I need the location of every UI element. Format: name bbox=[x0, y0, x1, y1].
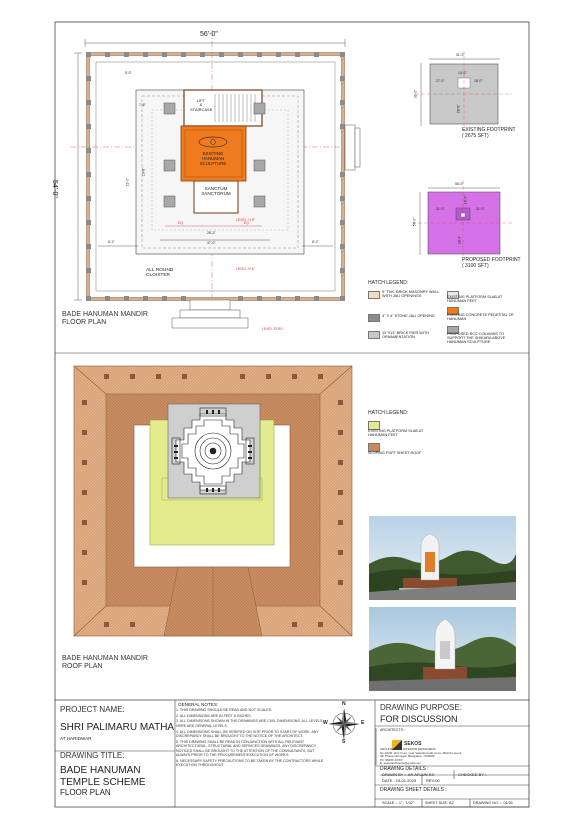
dim-inner-width: 28'-3" bbox=[207, 231, 216, 235]
drawing-date: DATE : 15-01-2025 bbox=[382, 778, 417, 783]
drawing-details-label: DRAWING DETAILS : bbox=[380, 766, 429, 772]
level-zero-label: LEVEL ZERO bbox=[262, 327, 283, 331]
plan-width-dimension: 56'-0" bbox=[200, 31, 218, 38]
legend-swatch-brick-wall bbox=[368, 291, 380, 299]
proposed-center-dim: 16'-2" bbox=[463, 195, 468, 205]
dim-small: 7'-6" bbox=[139, 103, 146, 107]
note-item: 3. ALL DIMENSIONS SHOWN IN THE DRAWINGS ARE CIVIL DIMENSIONS. ALL LEVELS HERE ARE GENERAL LEVELS. bbox=[176, 719, 323, 728]
drawing-scale: SCALE :- 1" : 1/32" bbox=[382, 801, 415, 805]
firm-address: ARCHITECTS & INTERIOR DESIGNERS No.22/46, 2nd cross, near Vasudevmalli cross, MHCS Layout, 4th Phase,Girinagar, Bangalore - 560085 Ph: 98456 XXXX E: sekosarchitects@gmail.com bbox=[380, 747, 463, 766]
legend-text-puff-roof: SLOPING PUFF SHEET ROOF bbox=[368, 451, 422, 455]
checked-by: CHECKED BY :- bbox=[458, 772, 488, 777]
proposed-top-dim: 56'-0" bbox=[455, 182, 464, 186]
existing-width-1: 27'-0" bbox=[436, 79, 445, 83]
existing-sculpture-label: EXISTING HANUMAN SCULPTURE bbox=[199, 151, 227, 166]
architects-label: ARCHITECTS : bbox=[380, 728, 405, 732]
plan-height-dimension: 54'-0" bbox=[51, 180, 58, 198]
legend-text-roof-platform: EXISTING PLATFORM SLAB AT HANUMAN FEET bbox=[368, 429, 424, 438]
legend-text-platform-slab: EXISTING PLATFORM SLAB AT HANUMAN FEET bbox=[447, 295, 503, 304]
existing-top-dim: 31'-3" bbox=[456, 53, 465, 57]
dim-right-side: 8'-2" bbox=[312, 240, 319, 244]
drawing-purpose: FOR DISCUSSION bbox=[380, 714, 458, 724]
drawing-purpose-label: DRAWING PURPOSE: bbox=[380, 703, 462, 712]
compass-icon bbox=[328, 708, 360, 740]
project-name-label: PROJECT NAME: bbox=[60, 705, 125, 714]
sheet-size: SHEET SIZE: A2 bbox=[425, 801, 454, 805]
general-notes-label: GENERAL NOTES: bbox=[178, 702, 219, 707]
eq-label-right: EQ bbox=[244, 221, 249, 225]
compass-w: W bbox=[323, 720, 328, 726]
note-item: 6. NECESSARY SAFETY PRECAUTIONS TO BE TAKEN BY THE CONTRACTORS WHILE EXECUTION THROUGHOUT bbox=[176, 758, 324, 768]
temple-render-photo-2 bbox=[369, 607, 516, 691]
floor-plan bbox=[70, 30, 360, 328]
legend-text-stone-jali: 4" X 4" STONE JALI OPENING bbox=[382, 314, 435, 318]
dim-top-gap: 5'-0" bbox=[125, 71, 132, 75]
compass-e: E bbox=[361, 720, 365, 726]
drawing-title: BADE HANUMAN TEMPLE SCHEME FLOOR PLAN bbox=[60, 765, 146, 797]
legend-text-rcc-columns: PROPOSED RCC COLUMNS TO SUPPORT THE SHIKARA ABOVE HANUMAN SCULPTURE bbox=[447, 332, 506, 345]
note-item: 4. ALL DIMENSIONS SHALL BE VERIFIED ON SITE PRIOR TO START OF WORK. ANY DISCREPANCY SHALL BE BROUGHT TO THE NOTICE OF THE ARCHITECT. bbox=[176, 729, 319, 738]
note-item: 2. ALL DIMENSIONS ARE IN FEET & INCHES. bbox=[176, 713, 252, 718]
temple-render-photo-1 bbox=[369, 516, 516, 600]
proposed-footprint-diagram bbox=[412, 180, 512, 262]
proposed-bottom-dim: 28'-3" bbox=[457, 235, 462, 245]
dim-outer-width: 37'-0" bbox=[207, 241, 216, 245]
existing-bottom-dim: 28'-9" bbox=[456, 104, 461, 114]
drawn-by: DRAWN BY :- AR ARJUN KS bbox=[382, 772, 435, 777]
project-location: AT HARIDWAR bbox=[60, 736, 92, 741]
hatch-legend-2-title: HATCH LEGEND: bbox=[368, 410, 409, 416]
compass-n: N bbox=[342, 701, 346, 707]
roof-plan-title: BADE HANUMAN MANDIR ROOF PLAN bbox=[62, 655, 148, 670]
legend-swatch-stone-jali bbox=[368, 314, 380, 322]
dim-left-height: 22'-0" bbox=[125, 177, 130, 187]
proposed-width-2: 21'-0" bbox=[476, 207, 485, 211]
firm-name: SEKOS bbox=[404, 741, 422, 747]
drawing-title-label: DRAWING TITLE: bbox=[60, 751, 125, 760]
floor-plan-title: BADE HANUMAN MANDIR FLOOR PLAN bbox=[62, 311, 148, 326]
drawing-rev: REV:00 bbox=[426, 778, 440, 783]
legend-text-brick-wall: 9" THK. BRICK MASONRY WALL WITH JALI OPENINGS bbox=[382, 290, 439, 299]
note-item: 1. THIS DRAWING SHOULD BE READ AND NOT SCALED. bbox=[176, 708, 273, 712]
note-item: 5. THIS DRAWING SHALL BE READ IN CONJUNCTION WITH ALL RELEVANT ARCHITECTURAL, STRUCTURAL AND SERVICES DRAWINGS. ANY DISCREPANCY NOTICED SHALL BE BROUGHT TO THE ATTENTION OF THE CONSULTANTS, BUT ALWAYS PRIOR TO THE PROCUREMENT/EXECUTION OF WORKS. bbox=[176, 739, 317, 758]
proposed-width-1: 21'-0" bbox=[436, 207, 445, 211]
general-notes-list bbox=[176, 708, 326, 769]
legend-text-pedestal: EXISTING CONCRETE PEDESTAL OF HANUMAN bbox=[447, 313, 514, 322]
legend-text-brick-pier: 13"X13" BRICK PIER WITH ORNAMENTATION bbox=[382, 331, 430, 340]
sheet-details-label: DRAWING SHEET DETAILS : bbox=[380, 787, 447, 793]
sanctum-label: SANCTUM SANCTORUM bbox=[201, 186, 231, 197]
level-label-b: LEVEL +0'6" bbox=[236, 267, 255, 271]
drawing-number: DRAWING NO. :- 01/01 bbox=[473, 801, 513, 805]
legend-swatch-brick-pier bbox=[368, 331, 380, 339]
cloister-label: ALL ROUND CLOISTER bbox=[146, 268, 174, 279]
eq-label-left: EQ bbox=[178, 221, 183, 225]
lift-staircase-label: LIFT & STAIRCASE bbox=[190, 98, 213, 112]
existing-footprint-label: EXISTING FOOTPRINT ( 2675 SFT) bbox=[462, 127, 516, 139]
roof-plan bbox=[74, 366, 352, 636]
level-label-a: LEVEL +1'6" bbox=[236, 218, 255, 222]
dim-left-side: 8'-2" bbox=[108, 240, 115, 244]
existing-footprint-diagram bbox=[415, 50, 512, 132]
hatch-legend-1-title: HATCH LEGEND: bbox=[368, 280, 409, 286]
proposed-footprint-label: PROPOSED FOOTPRINT ( 3100 SFT) bbox=[462, 257, 521, 269]
proposed-left-dim: 54'-0" bbox=[412, 217, 417, 227]
dim-mid-height: 19'-6" bbox=[141, 167, 146, 177]
compass-s: S bbox=[342, 739, 346, 745]
project-name: SHRI PALIMARU MATHA bbox=[60, 722, 175, 733]
existing-left-dim: 32'-2" bbox=[413, 89, 418, 99]
existing-center-dim: 14'-6" bbox=[458, 71, 467, 75]
existing-width-2: 18'-0" bbox=[474, 79, 483, 83]
